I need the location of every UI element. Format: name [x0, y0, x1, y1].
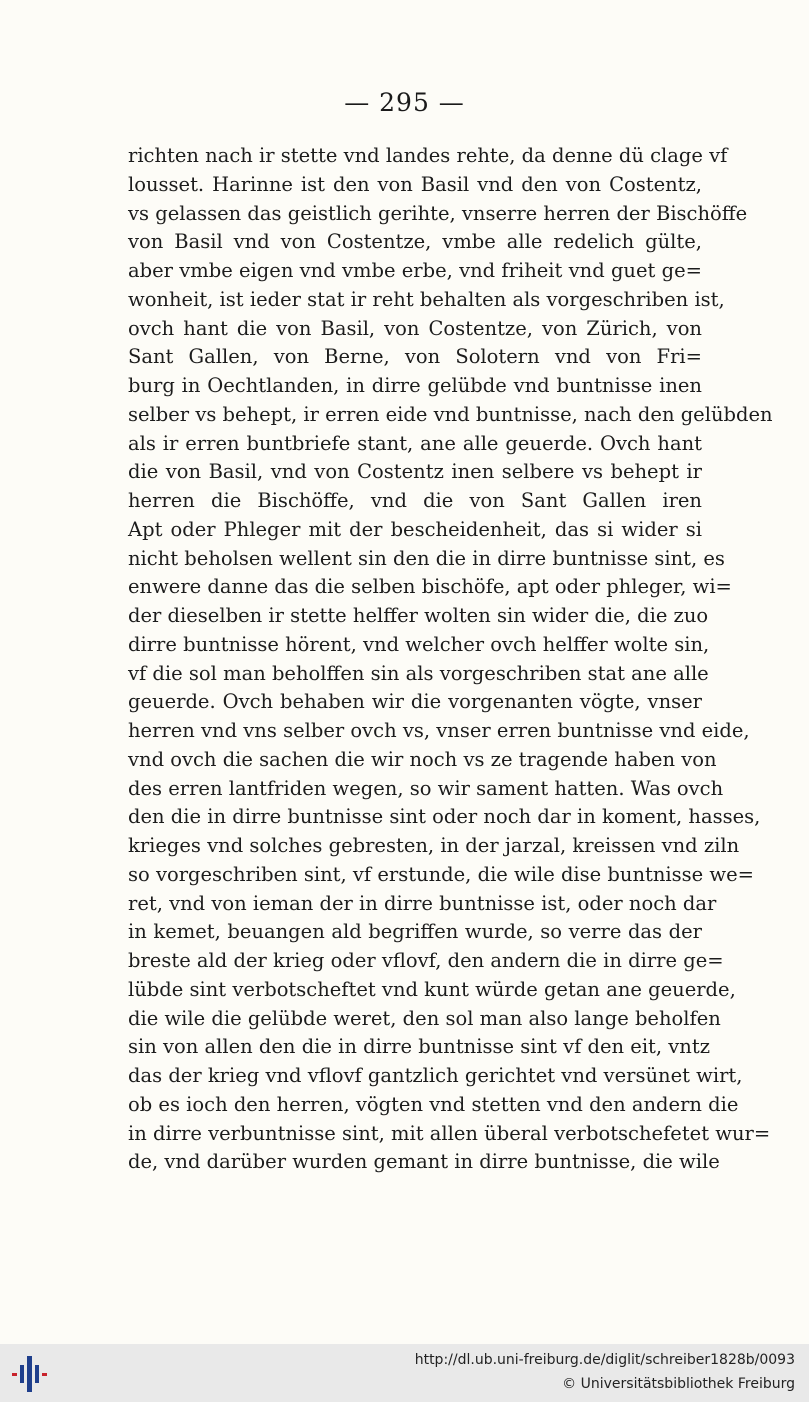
text-line: enwere danne das die selben bischöfe, apt oder phleger, wi= — [128, 575, 732, 599]
text-line: Apt oder Phleger mit der bescheidenheit, das si wider si — [128, 517, 702, 541]
text-line: die von Basil, vnd von Costentz inen selbere vs behept ir — [128, 460, 702, 484]
copyright-notice: © Universitätsbibliothek Freiburg — [562, 1376, 795, 1392]
text-line: in kemet, beuangen ald begriffen wurde, so verre das der — [128, 920, 702, 944]
text-line: die wile die gelübde weret, den sol man also lange beholfen — [128, 1006, 721, 1030]
text-line: vnd ovch die sachen die wir noch vs ze tragende haben von — [128, 747, 717, 771]
text-line: geuerde. Ovch behaben wir die vorgenanten vögte, vnser — [128, 690, 702, 714]
ub-freiburg-logo-icon[interactable] — [10, 1354, 50, 1394]
text-line: krieges vnd solches gebresten, in der jarzal, kreissen vnd ziln — [128, 834, 740, 857]
text-line: sin von allen den die in dirre buntnisse sint vf den eit, vntz — [128, 1035, 710, 1059]
text-line: von Basil vnd von Costentze, vmbe alle redelich gülte, — [128, 230, 702, 254]
permalink-url[interactable]: http://dl.ub.uni-freiburg.de/diglit/schreiber1828b/0093 — [414, 1352, 795, 1368]
text-line: als ir erren buntbriefe stant, ane alle geuerde. Ovch hant — [128, 431, 702, 455]
text-line: aber vmbe eigen vnd vmbe erbe, vnd friheit vnd guet ge= — [128, 259, 702, 282]
text-line: des erren lantfriden wegen, so wir sament hatten. Was ovch — [128, 776, 724, 800]
page-text — [128, 142, 773, 1177]
text-line: richten nach ir stette vnd landes rehte, da denne dü clage vf — [128, 144, 728, 167]
text-line: vs gelassen das geistlich gerihte, vnserre herren der Bischöffe — [128, 201, 748, 225]
text-line: lübde sint verbotscheftet vnd kunt würde getan ane geuerde, — [128, 977, 736, 1001]
text-line: so vorgeschriben sint, vf erstunde, die wile dise buntnisse we= — [128, 862, 754, 886]
text-line: herren die Bischöffe, vnd die von Sant Gallen iren — [128, 489, 702, 512]
text-line: vf die sol man beholffen sin als vorgeschriben stat ane alle — [128, 661, 709, 685]
text-line: ovch hant die von Basil, von Costentze, von Zürich, von — [128, 316, 702, 340]
text-line: breste ald der krieg oder vflovf, den andern die in dirre ge= — [128, 949, 724, 972]
text-line: selber vs behept, ir erren eide vnd buntnisse, nach den gelübden — [128, 402, 773, 426]
text-line: nicht beholsen wellent sin den die in dirre buntnisse sint, es — [128, 546, 725, 570]
text-line: in dirre verbuntnisse sint, mit allen überal verbotschefetet wur= — [128, 1121, 771, 1145]
text-line: ob es ioch den herren, vögten vnd stetten vnd den andern die — [128, 1092, 739, 1116]
text-line: burg in Oechtlanden, in dirre gelübde vnd buntnisse inen — [128, 374, 702, 397]
text-line: wonheit, ist ieder stat ir reht behalten als vorgeschriben ist, — [128, 287, 725, 311]
text-line: ret, vnd von ieman der in dirre buntnisse ist, oder noch dar — [128, 891, 717, 915]
text-line: de, vnd darüber wurden gemant in dirre buntnisse, die wile — [128, 1150, 720, 1174]
text-line: herren vnd vns selber ovch vs, vnser erren buntnisse vnd eide, — [128, 719, 750, 742]
page-number: — 295 — — [344, 88, 465, 117]
text-line: das der krieg vnd vflovf gantzlich gerichtet vnd versünet wirt, — [128, 1064, 743, 1087]
text-line: Sant Gallen, von Berne, von Solotern vnd von Fri= — [128, 345, 702, 369]
text-line: den die in dirre buntnisse sint oder noch dar in koment, hasses, — [128, 805, 761, 829]
text-line: lousset. Harinne ist den von Basil vnd den von Costentz, — [128, 172, 702, 196]
text-line: der dieselben ir stette helffer wolten sin wider die, die zuo — [128, 604, 709, 627]
viewer-footer — [0, 1344, 809, 1402]
text-line: dirre buntnisse hörent, vnd welcher ovch helffer wolte sin, — [128, 632, 710, 656]
